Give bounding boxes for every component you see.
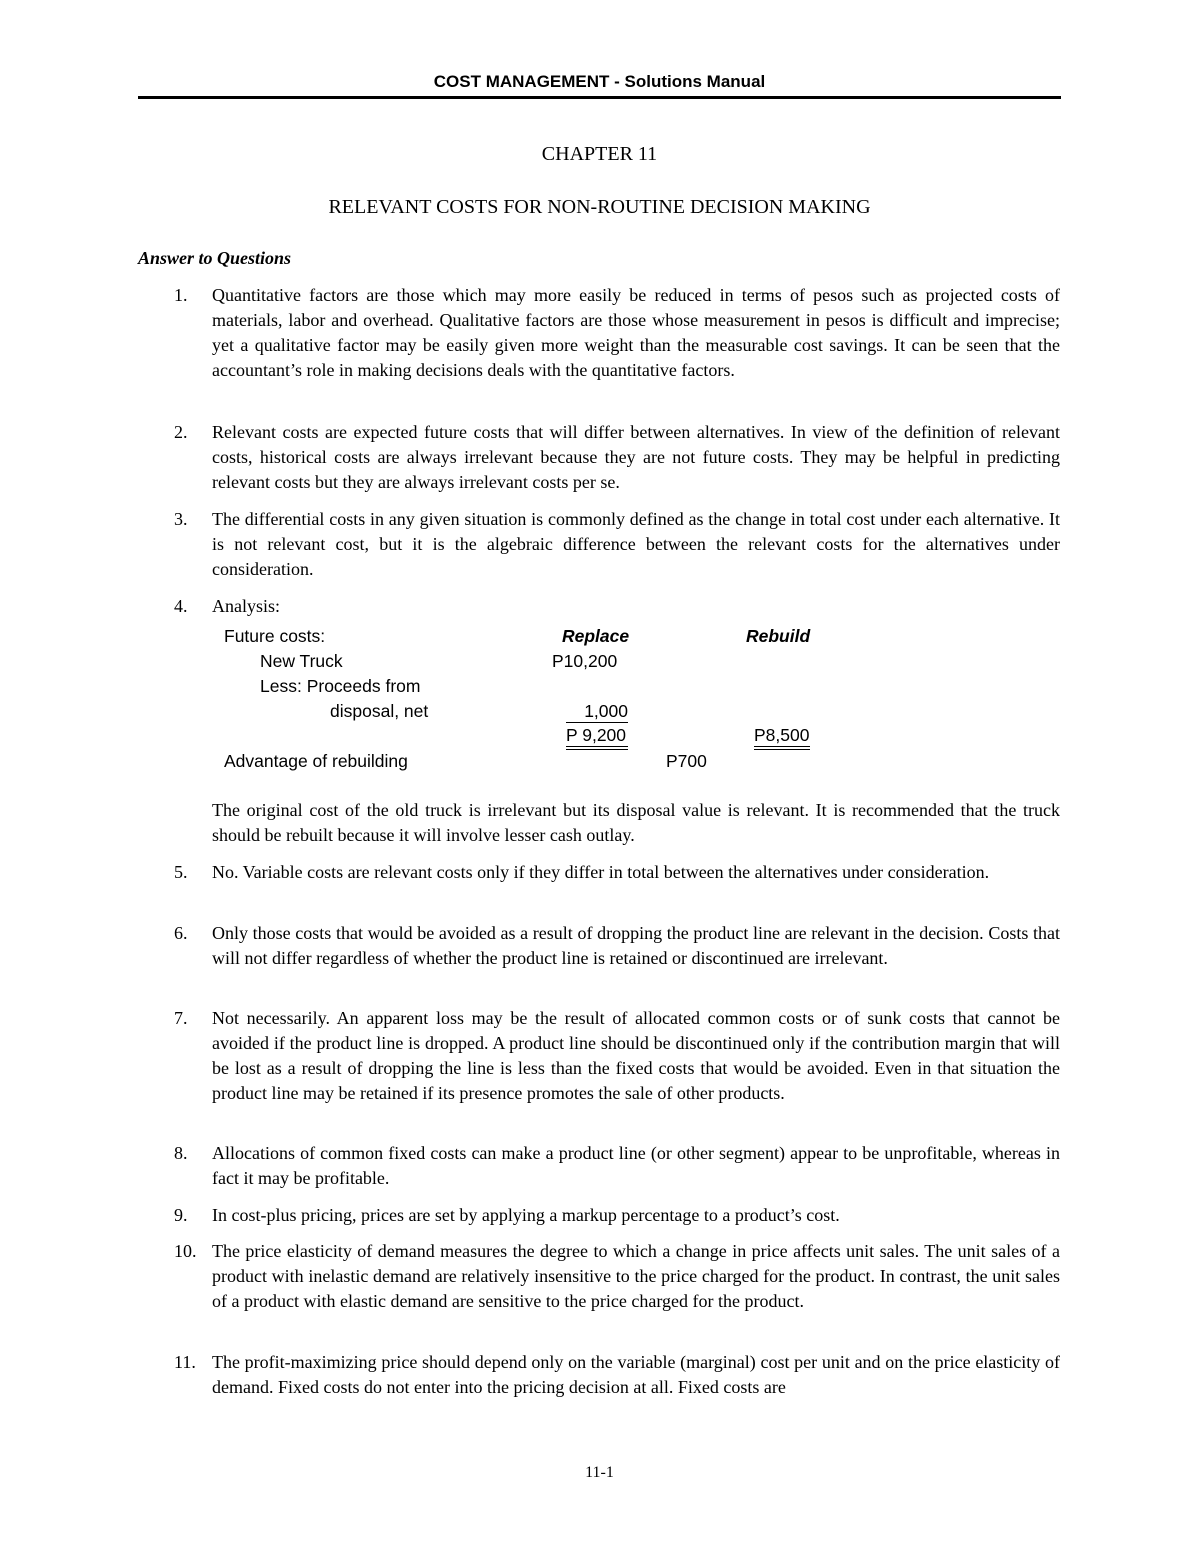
question-text: The profit-maximizing price should depend only on the variable (marginal) cost per unit and on the price elasticity of demand. Fixed costs do not enter into the pricing decision at all. Fixed costs are	[212, 1352, 1060, 1397]
question-number: 8.	[174, 1143, 188, 1163]
question-11	[174, 1350, 1060, 1400]
question-8	[174, 1141, 1060, 1191]
rebuild-total: P8,500	[754, 725, 810, 750]
question-number: 7.	[174, 1008, 188, 1028]
header-rule	[138, 96, 1061, 99]
question-text: Relevant costs are expected future costs that will differ between alternatives. In view of the definition of relevant costs, historical costs are always irrelevant because they are not future costs. They may be helpful in predicting relevant costs but they are always irrelevant costs per se.	[212, 422, 1060, 492]
question-number: 4.	[174, 596, 188, 616]
replace-column-header: Replace	[562, 626, 630, 646]
new-truck-label: New Truck	[260, 651, 343, 671]
less-proceeds-label: Less: Proceeds from	[260, 676, 421, 696]
section-heading: Answer to Questions	[138, 248, 292, 268]
disposal-label: disposal, net	[330, 701, 429, 721]
question-4-conclusion	[174, 798, 1060, 848]
question-text: Allocations of common fixed costs can make a product line (or other segment) appear to be unprofitable, whereas in fact it may be profitable.	[212, 1143, 1060, 1188]
question-text: Not necessarily. An apparent loss may be the result of allocated common costs or of sunk costs that cannot be avoided if the product line is dropped. A product line should be discontinued only if the contribution margin that will be lost as a result of dropping the line is less than the fixed costs that would be avoided. Even in that situation the product line may be retained if its presence promotes the sale of other products.	[212, 1008, 1060, 1103]
replace-total: P 9,200	[566, 725, 628, 750]
question-text: No. Variable costs are relevant costs only if they differ in total between the alternatives under consideration.	[212, 862, 990, 882]
question-3	[174, 507, 1060, 582]
question-number: 5.	[174, 862, 188, 882]
question-6	[174, 921, 1060, 971]
advantage-value: P700	[666, 751, 707, 771]
question-text: The price elasticity of demand measures the degree to which a change in price affects unit sales. The unit sales of a product with inelastic demand are relatively insensitive to the price charged for the product. In contrast, the unit sales of a product with elastic demand are sensitive to the price charged for the product.	[212, 1241, 1060, 1311]
question-number: 3.	[174, 509, 188, 529]
question-1	[174, 283, 1060, 383]
question-2	[174, 420, 1060, 495]
question-7	[174, 1006, 1060, 1106]
question-text: The original cost of the old truck is irrelevant but its disposal value is relevant. It is recommended that the truck should be rebuilt because it will involve lesser cash outlay.	[212, 800, 1060, 845]
question-number: 10.	[174, 1241, 197, 1261]
advantage-label: Advantage of rebuilding	[224, 751, 408, 771]
question-5	[174, 860, 1060, 885]
chapter-number: CHAPTER 11	[541, 143, 658, 165]
question-4	[174, 594, 1060, 619]
page-number: 11-1	[585, 1464, 614, 1481]
question-text: Analysis:	[212, 596, 281, 616]
question-text: Quantitative factors are those which may more easily be reduced in terms of pesos such as projected costs of materials, labor and overhead. Qualitative factors are those whose measurement in pesos is difficult and imprecise; yet a qualitative factor may be easily given more weight than the measurable cost savings. It can be seen that the accountant’s role in making decisions deals with the quantitative factors.	[212, 285, 1060, 380]
question-text: Only those costs that would be avoided as a result of dropping the product line are relevant in the decision. Costs that will not differ regardless of whether the product line is retained or discontinued are irrelevant.	[212, 923, 1060, 968]
question-9	[174, 1203, 1060, 1228]
disposal-value: 1,000	[566, 701, 628, 723]
new-truck-value: P10,200	[552, 651, 618, 671]
question-number: 6.	[174, 923, 188, 943]
running-header: COST MANAGEMENT - Solutions Manual	[433, 72, 766, 91]
rebuild-column-header: Rebuild	[746, 626, 811, 646]
question-number: 1.	[174, 285, 188, 305]
question-10	[174, 1239, 1060, 1314]
question-number: 2.	[174, 422, 188, 442]
future-costs-label: Future costs:	[224, 626, 326, 646]
question-text: In cost-plus pricing, prices are set by applying a markup percentage to a product’s cost.	[212, 1205, 840, 1225]
question-text: The differential costs in any given situation is commonly defined as the change in total cost under each alternative. It is not relevant cost, but it is the algebraic difference between the relevant costs for the alternatives under consideration.	[212, 509, 1060, 579]
chapter-title: RELEVANT COSTS FOR NON-ROUTINE DECISION MAKING	[328, 196, 871, 218]
question-number: 9.	[174, 1205, 188, 1225]
question-number: 11.	[174, 1352, 196, 1372]
